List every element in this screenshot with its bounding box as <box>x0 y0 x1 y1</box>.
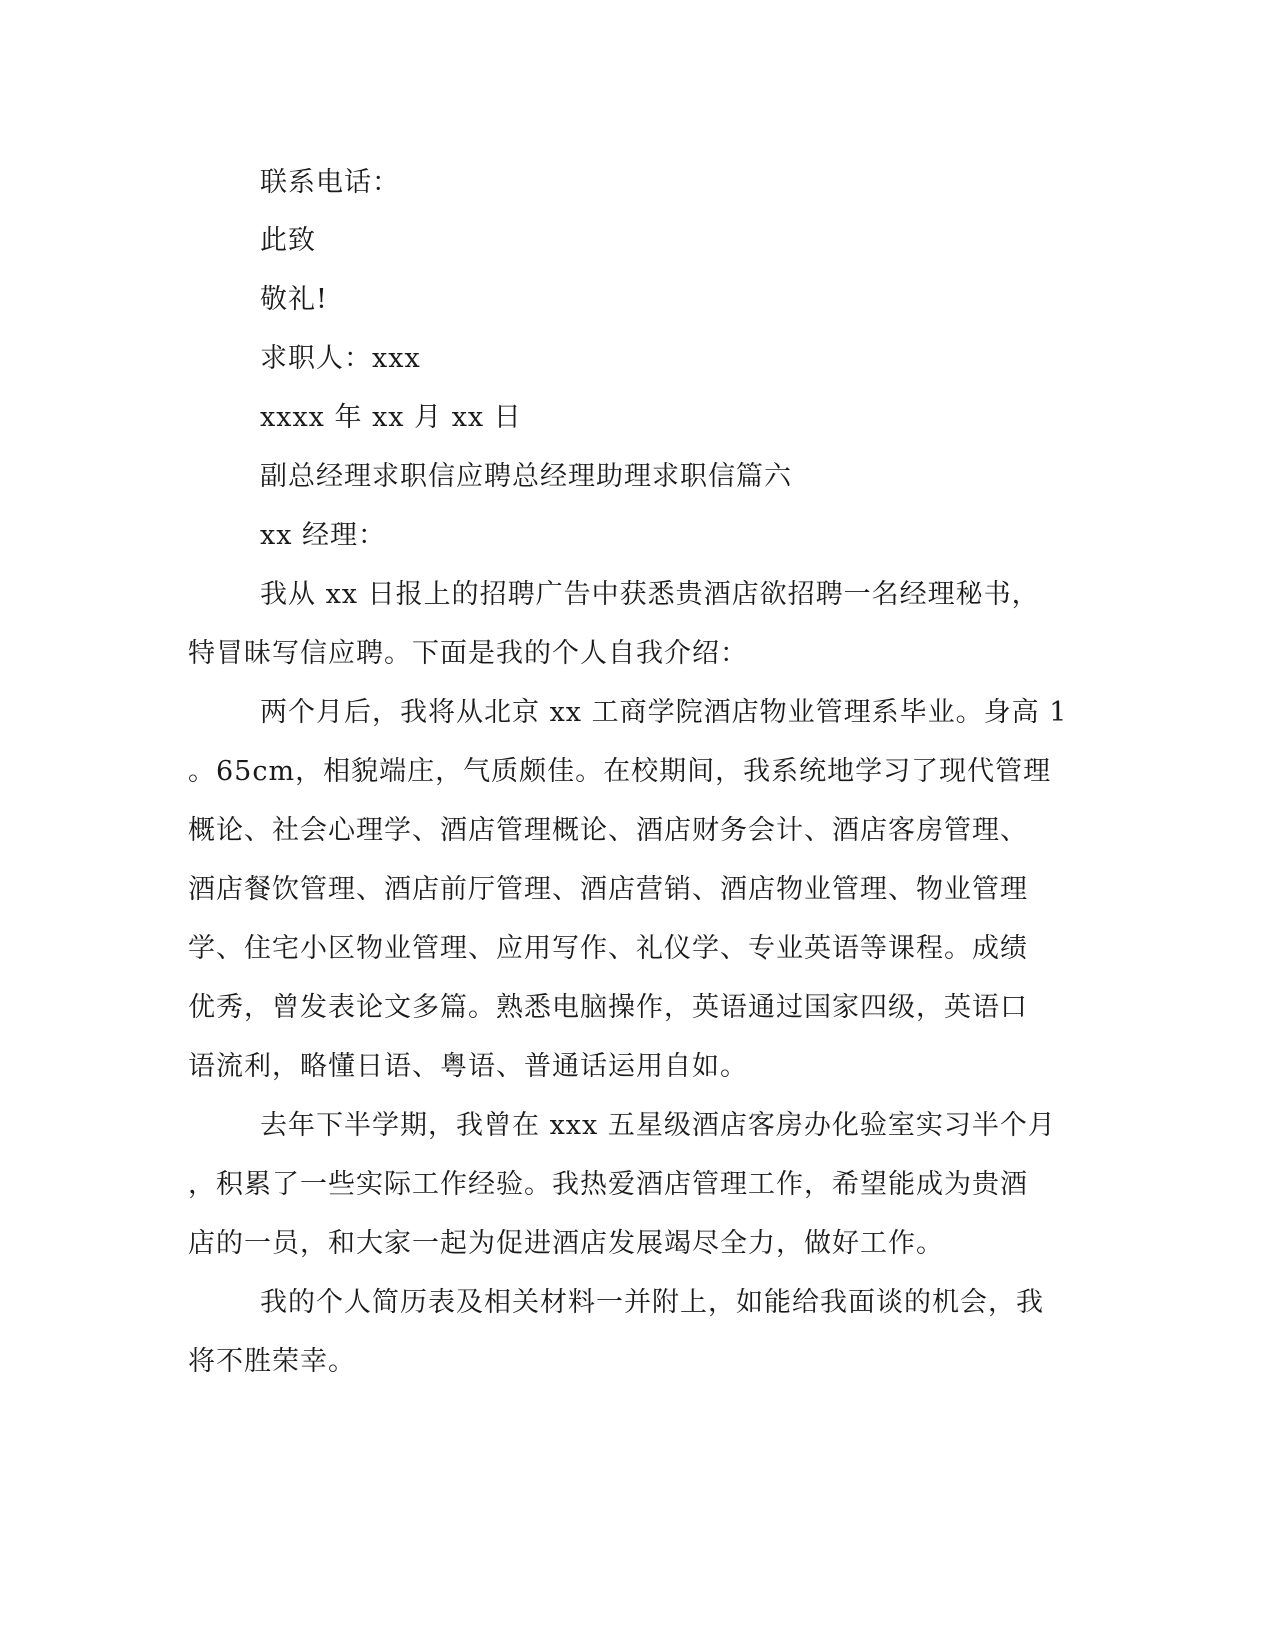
date-line: xxxx 年 xx 月 xx 日 <box>260 402 522 433</box>
closing-regards-line: 敬礼! <box>260 284 328 315</box>
paragraph-3-line-2: ，积累了一些实际工作经验。我热爱酒店管理工作，希望能成为贵酒 <box>188 1169 1028 1200</box>
paragraph-1-line-2: 特冒昧写信应聘。下面是我的个人自我介绍： <box>188 638 748 669</box>
closing-salutation-line: 此致 <box>260 225 316 256</box>
paragraph-1-line-1: 我从 xx 日报上的招聘广告中获悉贵酒店欲招聘一名经理秘书， <box>260 579 1040 610</box>
paragraph-2-line-5: 学、住宅小区物业管理、应用写作、礼仪学、专业英语等课程。成绩 <box>188 933 1028 964</box>
paragraph-4-line-1: 我的个人简历表及相关材料一并附上，如能给我面谈的机会，我 <box>260 1287 1044 1318</box>
paragraph-2-line-6: 优秀，曾发表论文多篇。熟悉电脑操作，英语通过国家四级，英语口 <box>188 992 1028 1023</box>
paragraph-2-line-4: 酒店餐饮管理、酒店前厅管理、酒店营销、酒店物业管理、物业管理 <box>188 874 1028 905</box>
paragraph-2-line-7: 语流利，略懂日语、粤语、普通话运用自如。 <box>188 1051 748 1082</box>
applicant-name-line: 求职人：xxx <box>260 343 421 374</box>
paragraph-3-line-1: 去年下半学期，我曾在 xxx 五星级酒店客房办化验室实习半个月 <box>260 1110 1056 1141</box>
paragraph-2-line-1: 两个月后，我将从北京 xx 工商学院酒店物业管理系毕业。身高 1 <box>260 697 1068 728</box>
paragraph-2-line-3: 概论、社会心理学、酒店管理概论、酒店财务会计、酒店客房管理、 <box>188 815 1028 846</box>
paragraph-3-line-3: 店的一员，和大家一起为促进酒店发展竭尽全力，做好工作。 <box>188 1228 944 1259</box>
section-heading: 副总经理求职信应聘总经理助理求职信篇六 <box>260 461 792 492</box>
paragraph-4-line-2: 将不胜荣幸。 <box>188 1346 356 1377</box>
letter-greeting: xx 经理： <box>260 520 387 551</box>
paragraph-2-line-2: 。65cm，相貌端庄，气质颇佳。在校期间，我系统地学习了现代管理 <box>188 756 1052 787</box>
contact-phone-line: 联系电话： <box>260 167 400 198</box>
